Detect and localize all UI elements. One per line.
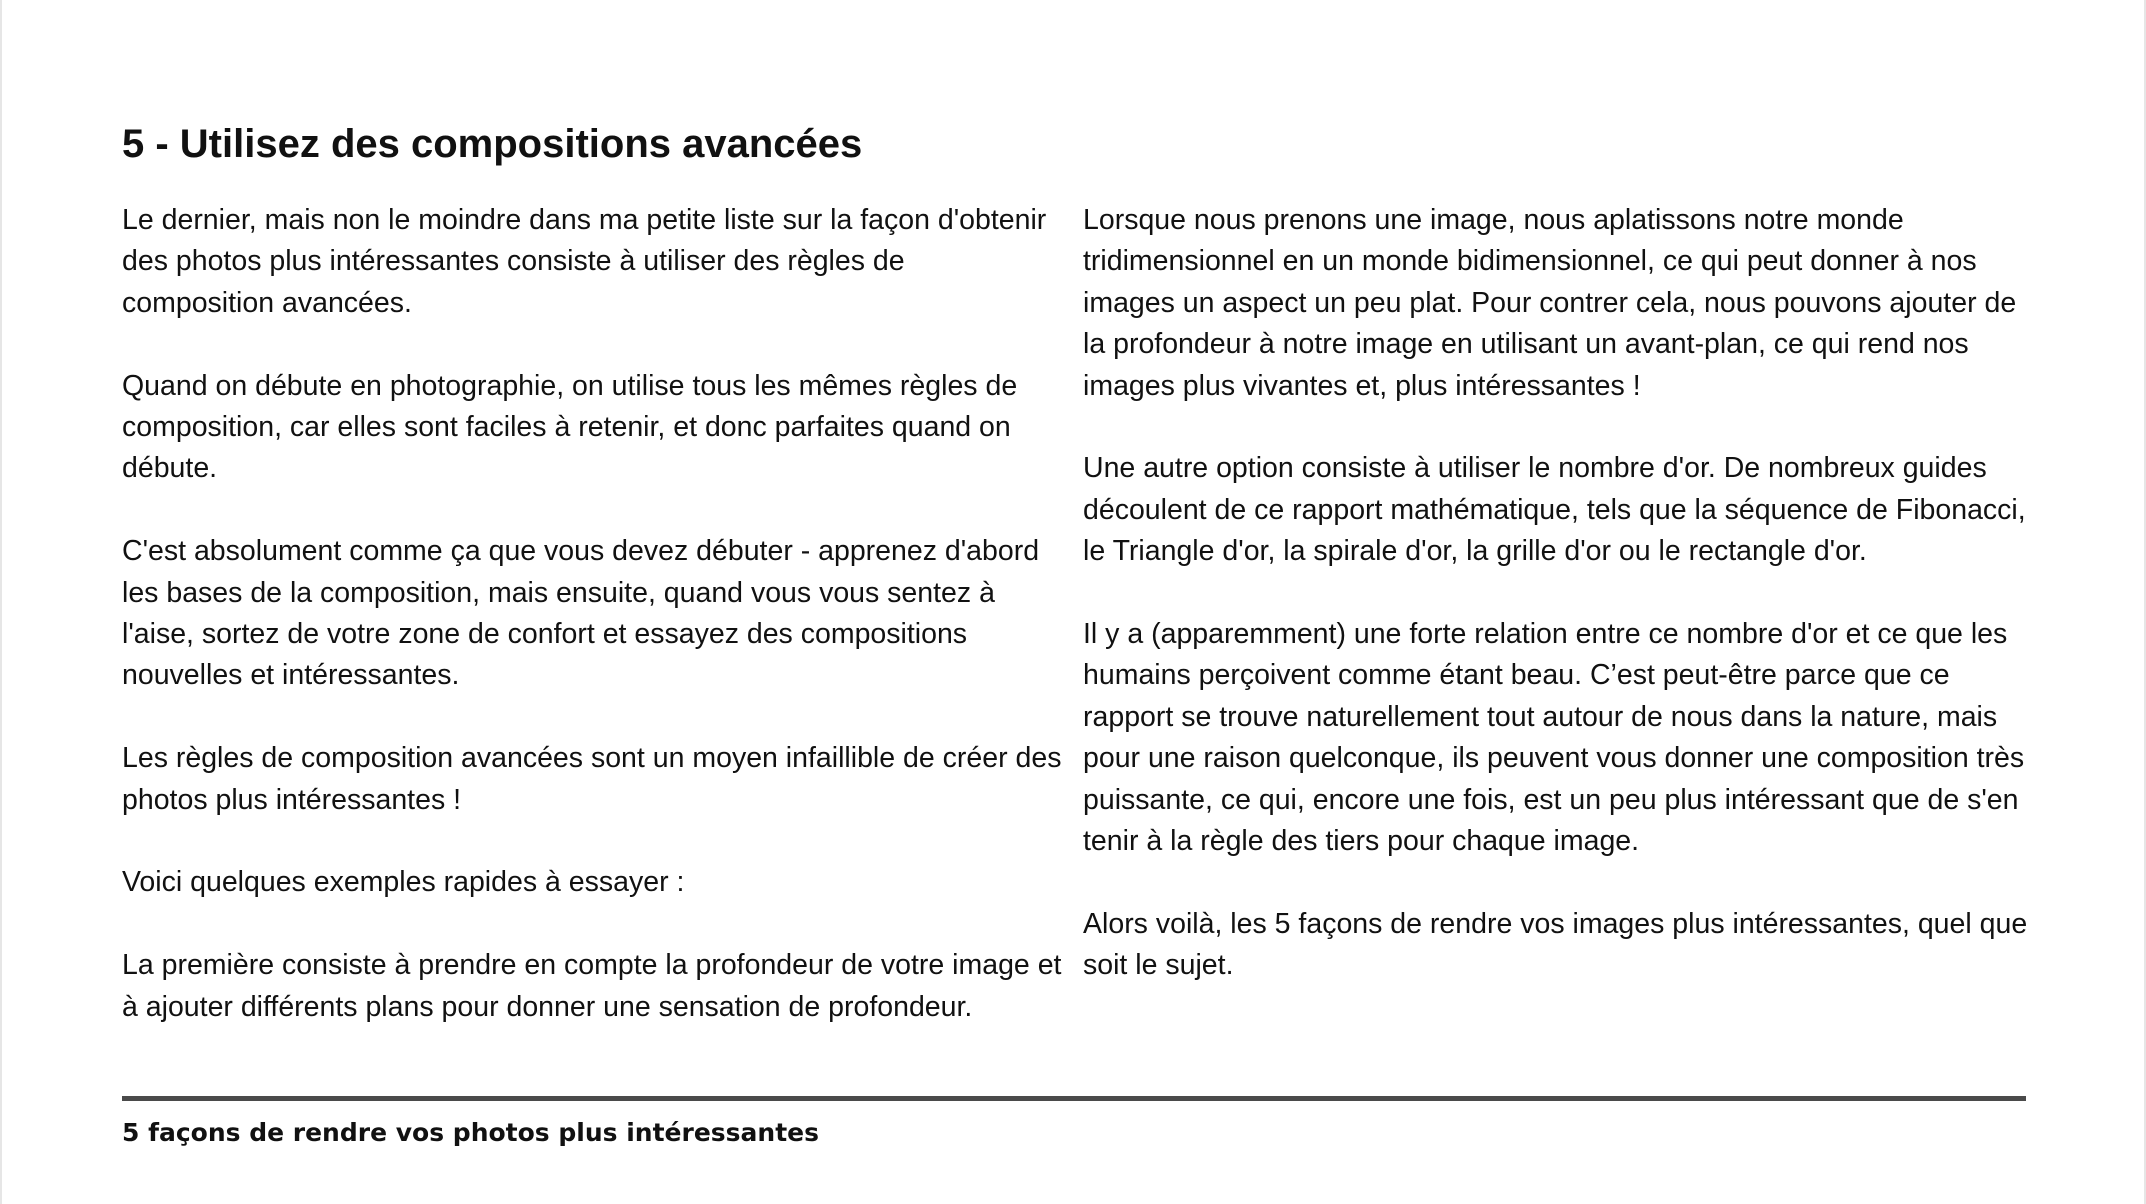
section-heading: 5 - Utilisez des compositions avancées xyxy=(122,122,863,166)
paragraph: Une autre option consiste à utiliser le nombre d'or. De nombreux guides découlent de ce rapport mathématique, tels que la séquence de Fibonacci, le Triangle d'or, la spirale d'or, la grille d'or ou le rectangle d'or. xyxy=(1083,452,2026,568)
paragraph: Le dernier, mais non le moindre dans ma petite liste sur la façon d'obtenir des photos plus intéressantes consiste à utiliser des règles de composition avancées. xyxy=(122,204,1047,319)
paragraph: Les règles de composition avancées sont un moyen infaillible de créer des photos plus intéressantes ! xyxy=(122,742,1062,816)
paragraph: Il y a (apparemment) une forte relation entre ce nombre d'or et ce que les humains perçoivent comme étant beau. C’est peut-être parce que ce rapport se trouve naturellement tout autour de nous dans la nature, mais pour une raison quelconque, ils peuvent vous donner une composition très puissante, ce qui, encore une fois, est un peu plus intéressant que de s'en tenir à la règle des tiers pour chaque image. xyxy=(1083,618,2025,858)
page-edge-left xyxy=(0,0,2,1204)
paragraph: Alors voilà, les 5 façons de rendre vos images plus intéressantes, quel que soit le sujet. xyxy=(1083,907,2028,982)
paragraph: Voici quelques exemples rapides à essayer : xyxy=(122,866,685,899)
left-column xyxy=(122,200,1062,1069)
footer-divider xyxy=(122,1096,2026,1101)
right-column xyxy=(1083,200,2043,1028)
paragraph: C'est absolument comme ça que vous devez débuter - apprenez d'abord les bases de la composition, mais ensuite, quand vous vous sentez à l'aise, sortez de votre zone de confort et essayez des compositions nouvelles et intéressantes. xyxy=(122,535,1040,692)
paragraph: Quand on débute en photographie, on utilise tous les mêmes règles de composition, car elles sont faciles à retenir, et donc parfaites quand on débute. xyxy=(122,369,1018,485)
footer-title: 5 façons de rendre vos photos plus intéressantes xyxy=(122,1118,819,1147)
paragraph: Lorsque nous prenons une image, nous aplatissons notre monde tridimensionnel en un monde bidimensionnel, ce qui peut donner à nos images un aspect un peu plat. Pour contrer cela, nous pouvons ajouter de la profondeur à notre image en utilisant un avant-plan, ce qui rend nos images plus vivantes et, plus intéressantes ! xyxy=(1083,204,2017,402)
paragraph: La première consiste à prendre en compte la profondeur de votre image et à ajouter différents plans pour donner une sensation de profondeur. xyxy=(122,949,1062,1023)
